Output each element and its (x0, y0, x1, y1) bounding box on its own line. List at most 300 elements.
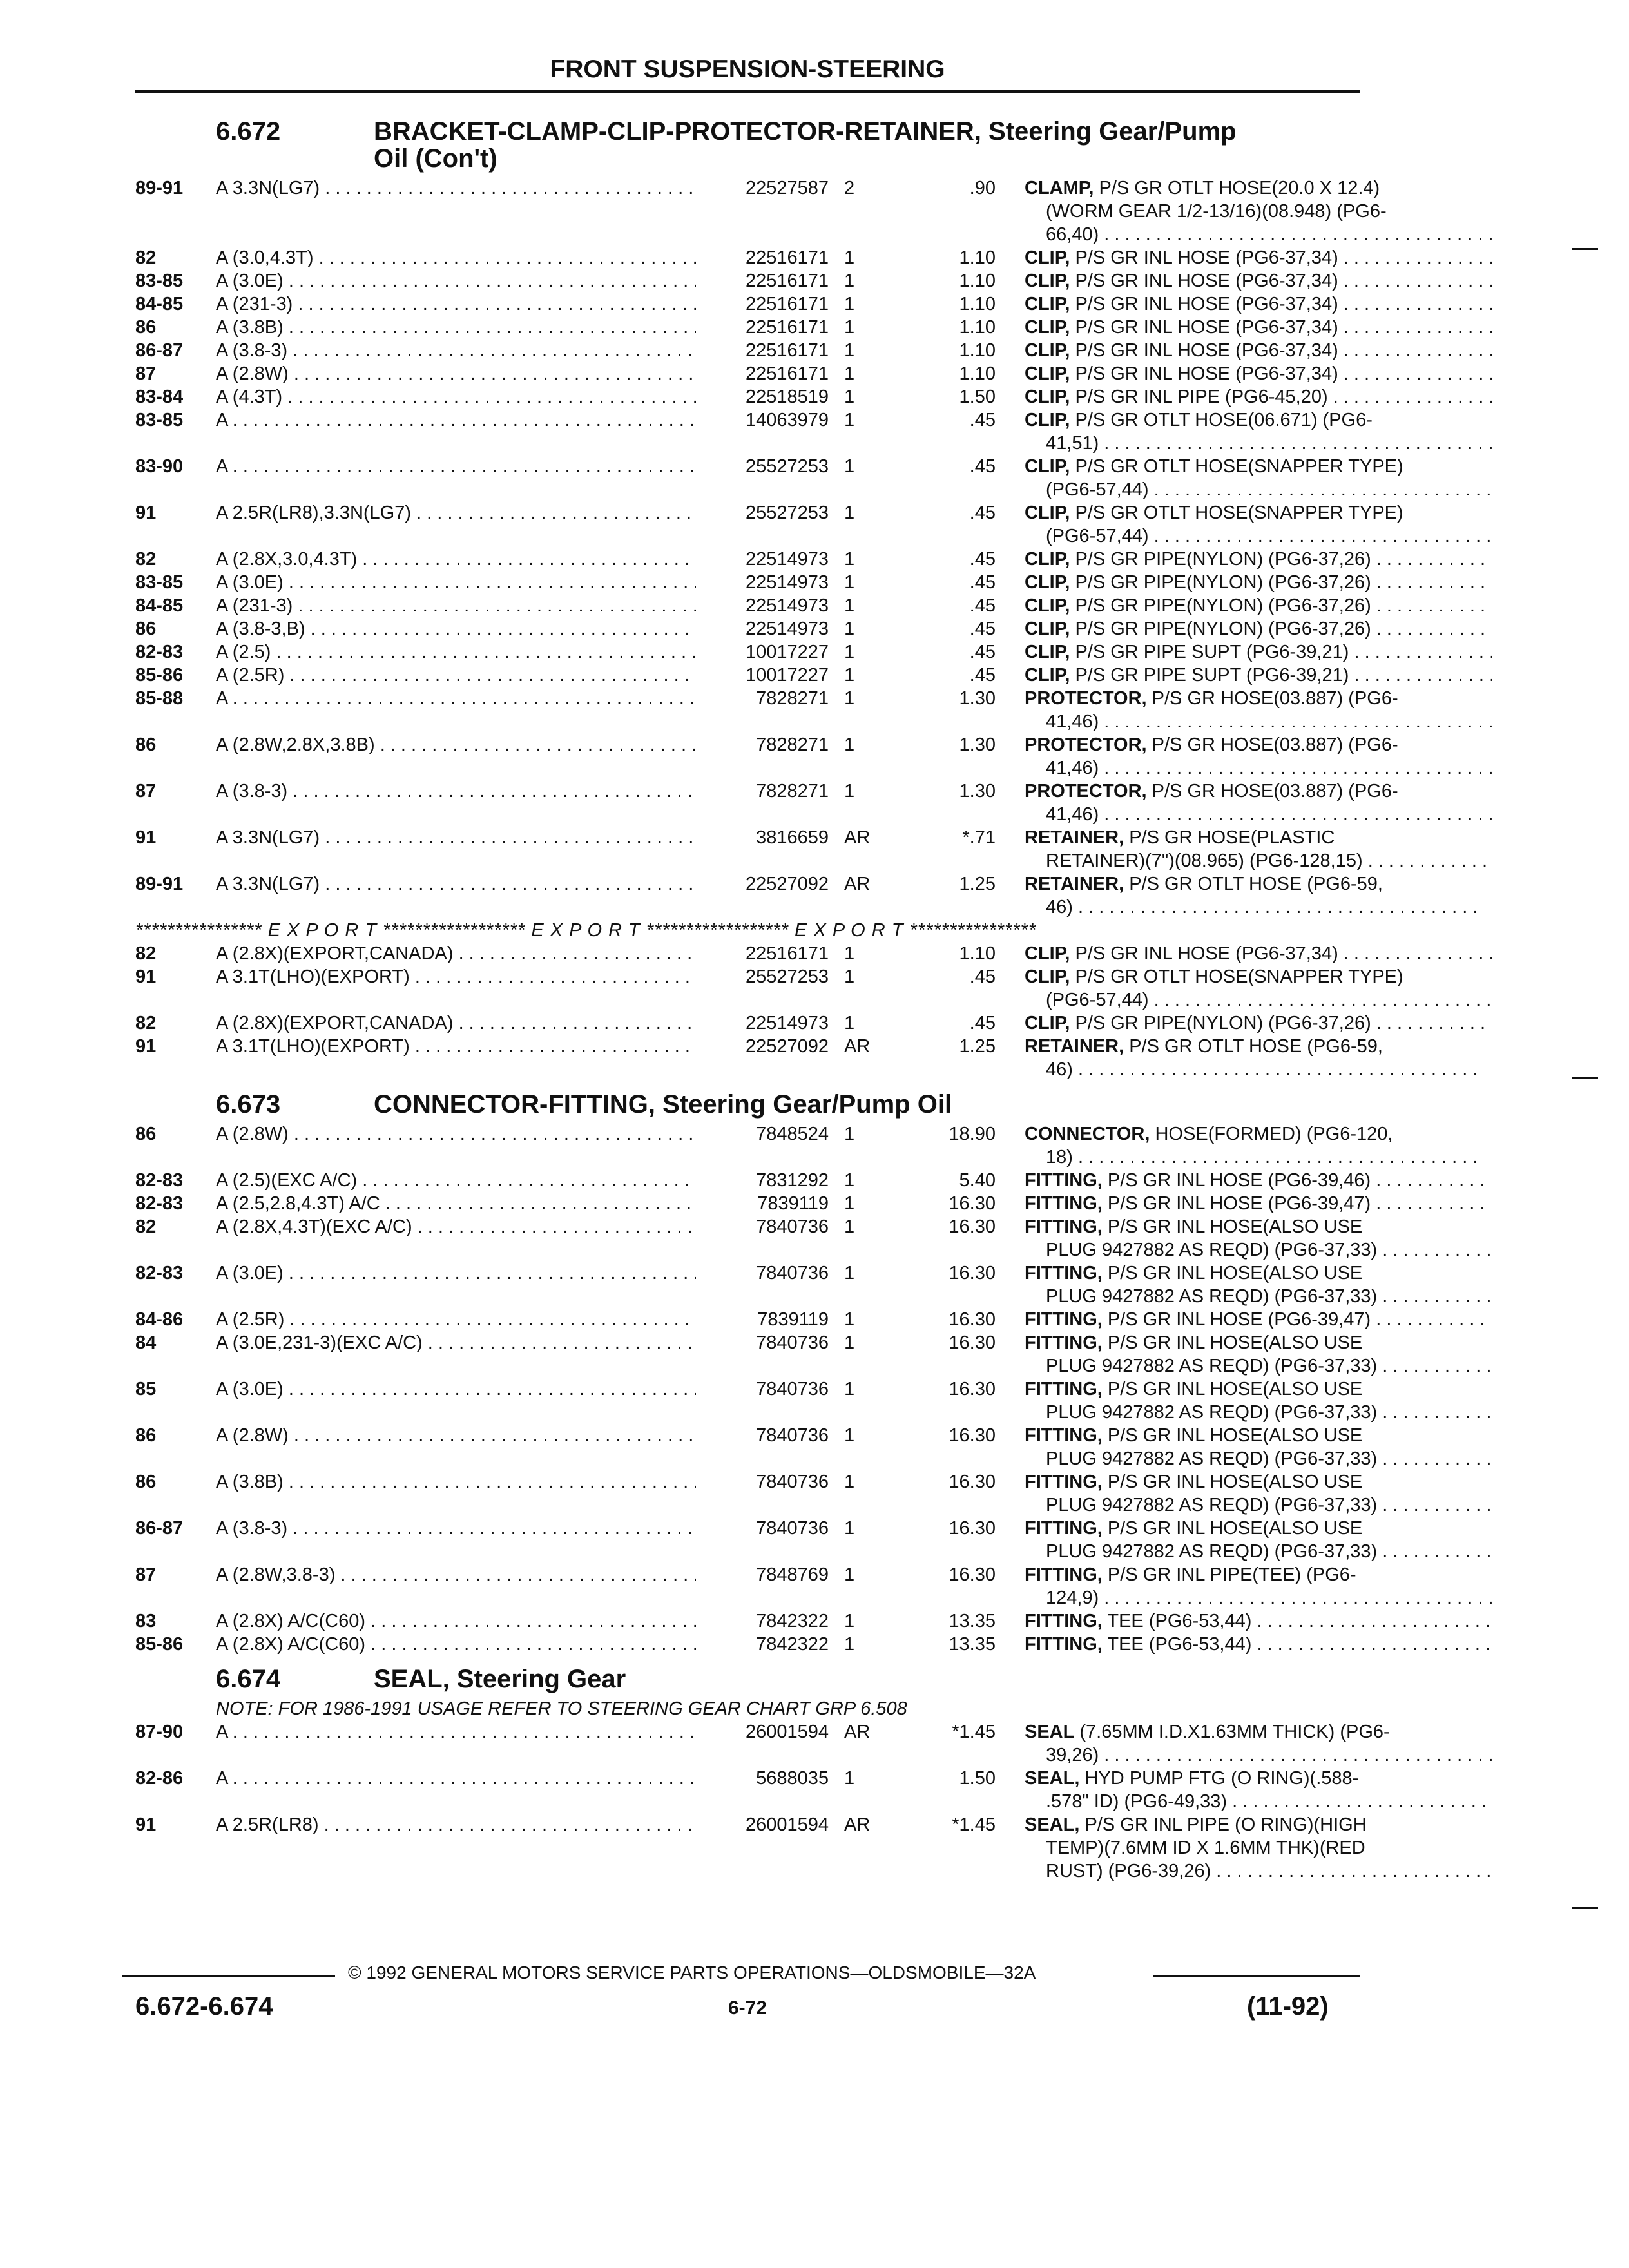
description (1025, 246, 1492, 269)
description-line (1025, 1563, 1492, 1586)
price: 16.30 (949, 1379, 996, 1399)
table-row (135, 1169, 1371, 1192)
section-heading (135, 1665, 1360, 1697)
application: A (3.0,4.3T) . . . (216, 246, 706, 269)
description-line (1025, 455, 1492, 478)
margin-tick (1572, 1907, 1598, 1909)
application: A 2.5R(LR8),3.3N(LG7) . . . (216, 501, 706, 524)
description (1025, 571, 1492, 594)
model-years: 82 (135, 943, 157, 964)
price: 1.30 (959, 735, 996, 755)
description-text: RETAINER)(7")(08.965) (PG6-128,15) (1046, 850, 1363, 871)
description-line (1025, 896, 1492, 919)
quantity: 1 (844, 688, 855, 709)
application: A 3.3N(LG7) . . . (216, 826, 706, 849)
description-text: P/S GR HOSE(PLASTIC (1124, 827, 1335, 848)
description (1025, 1424, 1492, 1470)
description-text: (7.65MM I.D.X1.63MM THICK) (PG6- (1074, 1722, 1390, 1742)
description-text: P/S GR OTLT HOSE (PG6-59, (1124, 874, 1383, 894)
quantity: 1 (844, 1124, 855, 1144)
description-line (1025, 1540, 1492, 1563)
catalog-content (135, 108, 1403, 1883)
model-years: 86 (135, 619, 157, 639)
description-text: P/S GR OTLT HOSE(SNAPPER TYPE) (1070, 503, 1403, 523)
price: 1.25 (959, 874, 996, 894)
description (1025, 1122, 1492, 1169)
table-row (135, 408, 1373, 455)
quantity: 1 (844, 642, 855, 662)
description (1025, 733, 1492, 780)
description-keyword: CLIP, (1025, 1013, 1070, 1033)
quantity: 1 (844, 247, 855, 268)
description (1025, 1610, 1492, 1633)
part-number: 5688035 (696, 1767, 829, 1790)
application: A . . . (216, 1767, 706, 1790)
part-number: 22516171 (696, 942, 829, 965)
model-years: 82-83 (135, 1263, 184, 1283)
description (1025, 1331, 1492, 1378)
description-line (1025, 1215, 1492, 1238)
part-number: 22514973 (696, 1012, 829, 1035)
description (1025, 1517, 1492, 1563)
table-row (135, 293, 1360, 316)
description (1025, 1378, 1492, 1424)
description-line (1025, 501, 1492, 524)
model-years: 82-86 (135, 1768, 184, 1789)
table-row (135, 1424, 1378, 1470)
quantity: 1 (844, 943, 855, 964)
description (1025, 1633, 1492, 1656)
price: 5.40 (959, 1170, 996, 1191)
quantity: 1 (844, 1170, 855, 1191)
description-text: P/S GR INL HOSE(ALSO USE (1102, 1216, 1363, 1237)
description-line (1025, 432, 1492, 455)
description-line (1025, 664, 1492, 687)
model-years: 82 (135, 1216, 157, 1237)
table-row (135, 501, 1403, 548)
price: .45 (969, 410, 996, 430)
table-row (135, 640, 1360, 664)
application: A (2.8W,2.8X,3.8B) . . . (216, 733, 706, 756)
description-line (1025, 803, 1492, 826)
table-row (135, 594, 1371, 617)
model-years: 84-85 (135, 595, 184, 616)
table-row (135, 1035, 1383, 1081)
price: .45 (969, 619, 996, 639)
part-number: 25527253 (696, 455, 829, 478)
application: A (2.8W) . . . (216, 1424, 706, 1447)
description-line (1025, 316, 1492, 339)
description-line (1025, 408, 1492, 432)
description-line (1025, 571, 1492, 594)
description-line (1025, 1262, 1492, 1285)
header-rule (135, 90, 1360, 93)
price: 1.10 (959, 247, 996, 268)
description-text: P/S GR INL PIPE (PG6-45,20) (1070, 387, 1328, 407)
price: 16.30 (949, 1263, 996, 1283)
description (1025, 293, 1492, 316)
model-years: 82 (135, 247, 157, 268)
application: A (2.5) . . . (216, 640, 706, 664)
quantity: 1 (844, 665, 855, 686)
description-text: PLUG 9427882 AS REQD) (PG6-37,33) (1046, 1541, 1378, 1562)
quantity: 1 (844, 1193, 855, 1214)
description (1025, 316, 1492, 339)
table-row (135, 316, 1360, 339)
description-text: (PG6-57,44) (1046, 990, 1149, 1010)
description-text: 41,46) (1046, 711, 1099, 732)
price: .45 (969, 642, 996, 662)
description-text: P/S GR OTLT HOSE(20.0 X 12.4) (1094, 178, 1380, 198)
margin-tick (1572, 1077, 1598, 1079)
description-line (1025, 1517, 1492, 1540)
part-number: 7840736 (696, 1215, 829, 1238)
part-number: 14063979 (696, 408, 829, 432)
description-line (1025, 1813, 1492, 1836)
description-line (1025, 1122, 1492, 1146)
quantity: 1 (844, 549, 855, 570)
description-text: (WORM GEAR 1/2-13/16)(08.948) (PG6- (1046, 201, 1387, 222)
part-number: 7828271 (696, 780, 829, 803)
part-number: 7828271 (696, 733, 829, 756)
description-text: 41,46) (1046, 758, 1099, 778)
table-row (135, 1308, 1371, 1331)
application: A (3.8B) . . . (216, 1470, 706, 1494)
model-years: 85-86 (135, 665, 184, 686)
description-line (1025, 756, 1492, 780)
table-row (135, 1215, 1378, 1262)
description-text: P/S GR PIPE(NYLON) (PG6-37,26) (1070, 572, 1371, 593)
part-number: 22527092 (696, 1035, 829, 1058)
description-keyword: RETAINER, (1025, 1036, 1124, 1057)
price: 16.30 (949, 1193, 996, 1214)
model-years: 82-83 (135, 642, 184, 662)
price: 1.30 (959, 688, 996, 709)
price: 1.50 (959, 1768, 996, 1789)
description-keyword: FITTING, (1025, 1170, 1103, 1191)
application: A (2.8X)(EXPORT,CANADA) . . . (216, 1012, 706, 1035)
description-line (1025, 1860, 1492, 1883)
description-text: P/S GR PIPE(NYLON) (PG6-37,26) (1070, 595, 1371, 616)
description-keyword: CLIP, (1025, 317, 1070, 338)
table-row (135, 339, 1360, 362)
application: A . . . (216, 408, 706, 432)
model-years: 82-83 (135, 1170, 184, 1191)
description-keyword: CLIP, (1025, 247, 1070, 268)
section-number: 6.673 (216, 1090, 281, 1119)
price: 1.50 (959, 387, 996, 407)
description-line (1025, 362, 1492, 385)
application: A (3.0E) . . . (216, 571, 706, 594)
part-number: 22518519 (696, 385, 829, 408)
quantity: AR (844, 1814, 871, 1835)
description-text: P/S GR INL PIPE (O RING)(HIGH (1079, 1814, 1367, 1835)
table-row (135, 1378, 1378, 1424)
application: A (2.8X,3.0,4.3T) . . . (216, 548, 706, 571)
quantity: 1 (844, 1634, 855, 1655)
description (1025, 362, 1492, 385)
table-row (135, 1331, 1378, 1378)
description-text: P/S GR HOSE(03.887) (PG6- (1146, 688, 1398, 709)
description-text: P/S GR HOSE(03.887) (PG6- (1146, 781, 1398, 802)
quantity: AR (844, 827, 871, 848)
description-line (1025, 733, 1492, 756)
part-number: 7840736 (696, 1517, 829, 1540)
model-years: 91 (135, 1814, 157, 1835)
description-text: P/S GR INL HOSE(ALSO USE (1102, 1332, 1363, 1353)
description-line (1025, 1633, 1492, 1656)
price: .45 (969, 966, 996, 987)
table-row (135, 780, 1398, 826)
description-keyword: CLIP, (1025, 642, 1070, 662)
table-row (135, 548, 1371, 571)
table-row (135, 617, 1371, 640)
margin-tick (1572, 248, 1598, 250)
description-text: P/S GR INL HOSE (PG6-37,34) (1070, 294, 1338, 314)
description-line (1025, 1238, 1492, 1262)
description (1025, 1813, 1492, 1883)
description (1025, 1563, 1492, 1610)
model-years: 91 (135, 1036, 157, 1057)
description-line (1025, 965, 1492, 988)
description (1025, 385, 1492, 408)
description (1025, 455, 1492, 501)
model-years: 87 (135, 1564, 157, 1585)
quantity: 1 (844, 1768, 855, 1789)
application: A . . . (216, 687, 706, 710)
table-row (135, 1470, 1378, 1517)
description-keyword: SEAL, (1025, 1814, 1080, 1835)
price: *1.45 (952, 1814, 996, 1835)
part-number: 7840736 (696, 1378, 829, 1401)
description-text: 46) (1046, 1059, 1073, 1080)
part-number: 7842322 (696, 1633, 829, 1656)
description-line (1025, 1744, 1492, 1767)
description-keyword: SEAL, (1025, 1768, 1080, 1789)
description-line (1025, 548, 1492, 571)
description-text: P/S GR PIPE(NYLON) (PG6-37,26) (1070, 1013, 1371, 1033)
description (1025, 1308, 1492, 1331)
part-number: 22516171 (696, 339, 829, 362)
description-text: P/S GR INL PIPE(TEE) (PG6- (1102, 1564, 1356, 1585)
table-row (135, 1767, 1360, 1813)
description-text: P/S GR HOSE(03.887) (PG6- (1146, 735, 1398, 755)
quantity: AR (844, 874, 871, 894)
description-line (1025, 988, 1492, 1012)
section-heading (135, 117, 1360, 177)
quantity: 1 (844, 271, 855, 291)
description-keyword: CLIP, (1025, 294, 1070, 314)
description-keyword: FITTING, (1025, 1216, 1103, 1237)
application: A (2.5R) . . . (216, 664, 706, 687)
description-keyword: CLIP, (1025, 410, 1070, 430)
description-keyword: FITTING, (1025, 1425, 1103, 1446)
price: 16.30 (949, 1472, 996, 1492)
table-row (135, 733, 1398, 780)
description-line (1025, 849, 1492, 872)
description-line (1025, 1354, 1492, 1378)
application: A . . . (216, 1720, 706, 1744)
model-years: 82-83 (135, 1193, 184, 1214)
footer-section-range: 6.672-6.674 (135, 1992, 273, 2021)
price: .45 (969, 665, 996, 686)
description-text: PLUG 9427882 AS REQD) (PG6-37,33) (1046, 1402, 1378, 1423)
description (1025, 1470, 1492, 1517)
table-row (135, 1633, 1360, 1656)
quantity: 1 (844, 1425, 855, 1446)
description (1025, 1767, 1492, 1813)
description-text: P/S GR INL HOSE (PG6-37,34) (1070, 247, 1338, 268)
quantity: 1 (844, 619, 855, 639)
description-text: PLUG 9427882 AS REQD) (PG6-37,33) (1046, 1286, 1378, 1307)
part-number: 7828271 (696, 687, 829, 710)
application: A (3.0E) . . . (216, 269, 706, 293)
description (1025, 408, 1492, 455)
description-text: P/S GR INL HOSE (PG6-37,34) (1070, 317, 1338, 338)
price: 16.30 (949, 1332, 996, 1353)
application: A 3.1T(LHO)(EXPORT) . . . (216, 1035, 706, 1058)
quantity: 1 (844, 410, 855, 430)
description-keyword: FITTING, (1025, 1379, 1103, 1399)
description-line (1025, 1285, 1492, 1308)
table-row (135, 872, 1383, 919)
description-text: P/S GR INL HOSE (PG6-37,34) (1070, 363, 1338, 384)
model-years: 87 (135, 781, 157, 802)
description-line (1025, 1610, 1492, 1633)
part-number: 22514973 (696, 571, 829, 594)
page-header-title: FRONT SUSPENSION-STEERING (550, 55, 945, 83)
part-number: 7839119 (696, 1308, 829, 1331)
description (1025, 269, 1492, 293)
application: A (2.5,2.8,4.3T) A/C . . . (216, 1192, 706, 1215)
table-row (135, 826, 1363, 872)
description-keyword: FITTING, (1025, 1309, 1103, 1330)
part-number: 3816659 (696, 826, 829, 849)
model-years: 85 (135, 1379, 157, 1399)
description-line (1025, 710, 1492, 733)
section-note: NOTE: FOR 1986-1991 USAGE REFER TO STEERING GEAR CHART GRP 6.508 (216, 1698, 907, 1719)
description-keyword: CLAMP, (1025, 178, 1094, 198)
table-row (135, 455, 1403, 501)
price: 13.35 (949, 1634, 996, 1655)
description-keyword: FITTING, (1025, 1634, 1103, 1655)
description-text: (PG6-57,44) (1046, 526, 1149, 546)
description-line (1025, 1308, 1492, 1331)
part-number: 7840736 (696, 1424, 829, 1447)
model-years: 84 (135, 1332, 157, 1353)
table-row (135, 965, 1403, 1012)
description (1025, 780, 1492, 826)
description-line (1025, 1836, 1492, 1860)
price: .45 (969, 456, 996, 477)
price: .45 (969, 1013, 996, 1033)
description (1025, 1035, 1492, 1081)
table-row (135, 1563, 1360, 1610)
description-line (1025, 1767, 1492, 1790)
description-line (1025, 339, 1492, 362)
description-line (1025, 1012, 1492, 1035)
application: A (3.8-3) . . . (216, 339, 706, 362)
model-years: 91 (135, 503, 157, 523)
price: 16.30 (949, 1309, 996, 1330)
application: A (2.8W) . . . (216, 1122, 706, 1146)
model-years: 83-84 (135, 387, 184, 407)
description-text: P/S GR INL HOSE(ALSO USE (1102, 1472, 1363, 1492)
description-line (1025, 1378, 1492, 1401)
application: A (4.3T) . . . (216, 385, 706, 408)
description-text: P/S GR PIPE SUPT (PG6-39,21) (1070, 642, 1349, 662)
description-text: P/S GR INL HOSE(ALSO USE (1102, 1518, 1363, 1539)
quantity: 1 (844, 340, 855, 361)
price: 16.30 (949, 1425, 996, 1446)
model-years: 84-86 (135, 1309, 184, 1330)
table-row (135, 269, 1360, 293)
description-text: 41,46) (1046, 804, 1099, 825)
table-row (135, 246, 1360, 269)
price: 1.10 (959, 943, 996, 964)
part-number: 22527587 (696, 177, 829, 200)
footer-rule-right (1153, 1975, 1360, 1977)
description-text: P/S GR PIPE(NYLON) (PG6-37,26) (1070, 549, 1371, 570)
application: A (3.8B) . . . (216, 316, 706, 339)
description-keyword: CLIP, (1025, 665, 1070, 686)
table-row (135, 1610, 1360, 1633)
model-years: 82 (135, 1013, 157, 1033)
table-row (135, 1122, 1393, 1169)
description (1025, 177, 1492, 246)
description (1025, 664, 1492, 687)
model-years: 86-87 (135, 1518, 184, 1539)
description (1025, 1720, 1492, 1767)
part-number: 25527253 (696, 501, 829, 524)
price: .90 (969, 178, 996, 198)
quantity: 1 (844, 781, 855, 802)
description-line (1025, 1586, 1492, 1610)
description-line (1025, 524, 1492, 548)
description-text: P/S GR PIPE(NYLON) (PG6-37,26) (1070, 619, 1371, 639)
model-years: 87-90 (135, 1722, 184, 1742)
description-keyword: FITTING, (1025, 1263, 1103, 1283)
description-text: P/S GR OTLT HOSE (PG6-59, (1124, 1036, 1383, 1057)
description-line (1025, 269, 1492, 293)
quantity: 1 (844, 1472, 855, 1492)
description-line (1025, 1401, 1492, 1424)
quantity: AR (844, 1722, 871, 1742)
part-number: 22527092 (696, 872, 829, 896)
description-line (1025, 478, 1492, 501)
footer-rule-left (122, 1975, 335, 1977)
description (1025, 617, 1492, 640)
quantity: 1 (844, 1013, 855, 1033)
table-row (135, 1720, 1390, 1767)
description-text: P/S GR INL HOSE (PG6-39,47) (1102, 1309, 1371, 1330)
description (1025, 1262, 1492, 1308)
description-line (1025, 1331, 1492, 1354)
description (1025, 594, 1492, 617)
part-number: 7840736 (696, 1262, 829, 1285)
part-number: 7842322 (696, 1610, 829, 1633)
description-keyword: FITTING, (1025, 1193, 1103, 1214)
application: A 3.3N(LG7) . . . (216, 177, 706, 200)
application: A (3.0E) . . . (216, 1378, 706, 1401)
price: .45 (969, 595, 996, 616)
quantity: 1 (844, 503, 855, 523)
price: .45 (969, 572, 996, 593)
part-number: 22516171 (696, 246, 829, 269)
price: 1.30 (959, 781, 996, 802)
description-line (1025, 1720, 1492, 1744)
description-line (1025, 223, 1492, 246)
